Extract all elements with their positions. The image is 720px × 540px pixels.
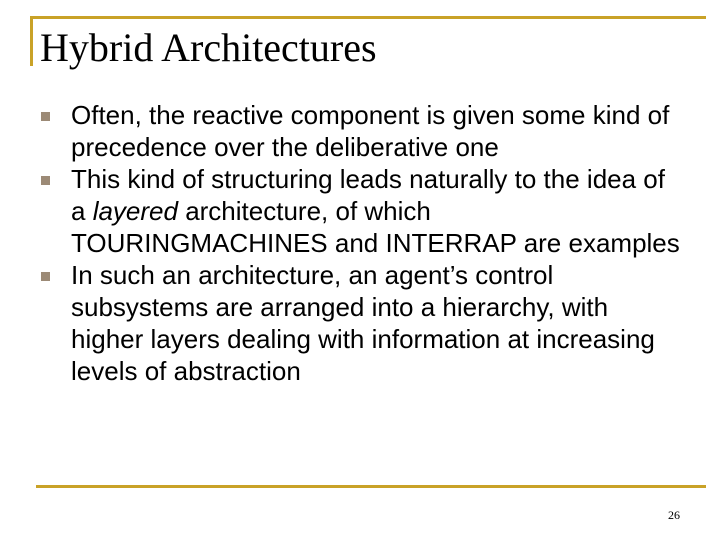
top-rule	[30, 16, 706, 19]
left-rule	[30, 16, 33, 66]
bullet-list	[40, 99, 680, 387]
bullet-text-after: architecture, of which TOURINGMACHINES and INTERRAP are examples	[71, 196, 680, 258]
bullet-text: In such an architecture, an agent’s control subsystems are arranged into a hierarchy, with higher layers dealing with information at increasing levels of abstraction	[71, 260, 655, 386]
square-bullet-icon	[41, 112, 50, 121]
bullet-text-before: This kind of structuring leads naturally to the idea of a	[71, 164, 665, 226]
bullet-item	[40, 163, 680, 259]
square-bullet-icon	[41, 176, 50, 185]
bullet-item	[40, 99, 680, 163]
bullet-item	[40, 259, 680, 387]
bottom-rule	[36, 485, 706, 488]
bullet-text: Often, the reactive component is given some kind of precedence over the deliberative one	[71, 100, 670, 162]
square-bullet-icon	[41, 272, 50, 281]
bullet-emphasis: layered	[92, 196, 178, 226]
slide-title: Hybrid Architectures	[40, 25, 377, 70]
page-number: 26	[668, 508, 680, 522]
